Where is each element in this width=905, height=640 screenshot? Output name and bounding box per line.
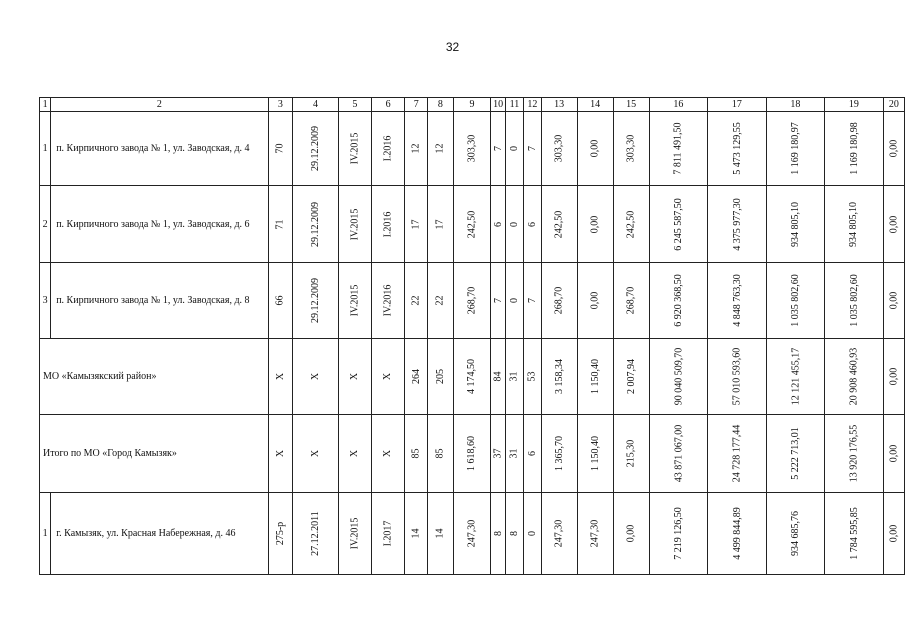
cell-c3: 70 <box>274 143 286 154</box>
cell-c7: 85 <box>410 448 422 459</box>
cell-c12: 7 <box>526 146 538 151</box>
cell-c14: 0,00 <box>589 291 601 310</box>
cell-c6: I.2016 <box>382 211 394 237</box>
cell-c4: 27.12.2011 <box>309 511 321 556</box>
cell-c18: 934 685,76 <box>789 511 801 556</box>
column-header: 13 <box>541 98 577 112</box>
cell-c13: 247,30 <box>553 519 565 548</box>
cell-c5: Х <box>349 449 361 458</box>
column-header: 19 <box>825 98 884 112</box>
cell-c9: 247,30 <box>466 519 478 548</box>
row-number: 1 <box>40 493 51 575</box>
cell-c16: 6 245 587,50 <box>672 197 684 251</box>
cell-c19: 934 805,10 <box>848 201 860 247</box>
cell-c7: 12 <box>410 143 422 154</box>
cell-c17: 4 848 763,30 <box>731 274 743 327</box>
cell-c17: 4 499 844,89 <box>731 507 743 560</box>
cell-c20: 0,00 <box>888 215 900 233</box>
cell-c8: 22 <box>434 295 446 306</box>
mo-label: МО «Камызякский район» <box>40 339 269 415</box>
row-address: п. Кирпичного завода № 1, ул. Заводская, д. 6 <box>51 186 268 263</box>
cell-c5: Х <box>349 372 361 381</box>
cell-c7: 22 <box>410 295 422 306</box>
apartment-table <box>39 97 905 575</box>
cell-c20: 0,00 <box>888 367 900 386</box>
cell-c4: 29.12.2009 <box>310 278 321 323</box>
cell-c6: I.2017 <box>382 520 394 547</box>
cell-c19: 1 035 802,60 <box>848 274 860 327</box>
column-header: 17 <box>708 98 767 112</box>
cell-c15: 2 007,94 <box>625 359 637 394</box>
column-header: 8 <box>428 98 454 112</box>
cell-c10: 84 <box>492 371 504 382</box>
cell-c6: Х <box>382 372 394 381</box>
cell-c18: 5 222 713,01 <box>789 427 801 480</box>
total-row <box>40 415 905 493</box>
cell-c16: 43 871 067,00 <box>672 424 684 483</box>
cell-c3: Х <box>274 449 286 458</box>
cell-c14: 1 150,40 <box>589 359 601 394</box>
cell-c7: 17 <box>410 219 422 229</box>
cell-c8: 205 <box>434 369 446 384</box>
column-header: 20 <box>883 98 904 112</box>
cell-c11: 0 <box>508 221 520 227</box>
table-row <box>40 186 905 263</box>
table-row <box>40 112 905 186</box>
cell-c17: 24 728 177,44 <box>731 424 743 483</box>
column-header: 6 <box>371 98 405 112</box>
cell-c19: 13 920 176,55 <box>848 424 860 483</box>
cell-c4: Х <box>309 449 321 458</box>
cell-c15: 215,30 <box>625 439 637 468</box>
cell-c12: 0 <box>526 531 538 536</box>
cell-c18: 12 121 455,17 <box>789 347 801 406</box>
page-number: 32 <box>445 40 460 54</box>
cell-c12: 53 <box>526 371 538 382</box>
cell-c3: 275-р <box>274 521 286 546</box>
cell-c5: IV.2015 <box>349 517 361 550</box>
cell-c13: 1 365,70 <box>553 436 565 471</box>
row-address: п. Кирпичного завода № 1, ул. Заводская, д. 8 <box>51 263 268 339</box>
cell-c10: 37 <box>492 448 504 459</box>
cell-c9: 303,30 <box>466 134 478 163</box>
cell-c13: 268,70 <box>553 286 565 315</box>
cell-c8: 12 <box>434 143 446 154</box>
cell-c10: 7 <box>492 146 504 151</box>
cell-c5: IV.2015 <box>349 132 361 165</box>
cell-c8: 17 <box>434 219 446 229</box>
cell-c3: 66 <box>274 295 286 306</box>
cell-c10: 7 <box>492 298 504 303</box>
cell-c20: 0,00 <box>888 291 900 310</box>
cell-c9: 268,70 <box>466 286 478 315</box>
cell-c20: 0,00 <box>888 444 900 463</box>
cell-c14: 0,00 <box>589 139 601 158</box>
cell-c18: 1 035 802,60 <box>789 274 801 327</box>
cell-c5: IV.2015 <box>349 284 361 317</box>
column-header: 18 <box>766 98 825 112</box>
cell-c10: 8 <box>492 531 504 536</box>
total-label: Итого по МО «Город Камызяк» <box>40 415 269 493</box>
column-header: 4 <box>293 98 339 112</box>
cell-c11: 31 <box>508 371 520 382</box>
cell-c15: 303,30 <box>625 134 637 163</box>
cell-c17: 57 010 593,60 <box>731 347 743 406</box>
cell-c8: 14 <box>434 528 446 539</box>
cell-c3: Х <box>274 372 286 381</box>
column-header: 12 <box>523 98 541 112</box>
cell-c11: 0 <box>508 298 520 303</box>
cell-c16: 90 040 509,70 <box>672 347 684 406</box>
row-address: п. Кирпичного завода № 1, ул. Заводская, д. 4 <box>51 112 268 186</box>
cell-c7: 264 <box>410 369 422 384</box>
cell-c17: 4 375 977,30 <box>731 197 743 251</box>
cell-c6: Х <box>382 449 394 458</box>
cell-c6: IV.2016 <box>382 284 394 317</box>
cell-c16: 6 920 368,50 <box>672 274 684 327</box>
cell-c14: 247,30 <box>589 519 601 548</box>
cell-c6: I.2016 <box>382 135 394 162</box>
cell-c19: 1 784 595,85 <box>848 507 860 560</box>
cell-c13: 3 158,34 <box>553 359 565 394</box>
table-row <box>40 493 905 575</box>
cell-c15: 0,00 <box>625 524 637 543</box>
cell-c8: 85 <box>434 448 446 459</box>
row-number: 3 <box>40 263 51 339</box>
cell-c16: 7 811 491,50 <box>672 122 684 175</box>
cell-c9: 1 618,60 <box>466 436 478 471</box>
column-header: 9 <box>453 98 490 112</box>
cell-c13: 303,30 <box>553 134 565 163</box>
row-number: 1 <box>40 112 51 186</box>
cell-c11: 0 <box>508 146 520 151</box>
cell-c4: Х <box>309 372 321 381</box>
cell-c19: 20 908 460,93 <box>848 347 860 406</box>
cell-c3: 71 <box>274 219 286 229</box>
cell-c18: 1 169 180,97 <box>789 122 801 175</box>
cell-c10: 6 <box>492 221 504 227</box>
cell-c16: 7 219 126,50 <box>672 507 684 560</box>
cell-c5: IV.2015 <box>349 208 361 240</box>
cell-c12: 6 <box>526 451 538 456</box>
column-header: 15 <box>613 98 649 112</box>
cell-c15: 268,70 <box>625 286 637 315</box>
column-header: 14 <box>577 98 613 112</box>
cell-c14: 0,00 <box>589 215 601 233</box>
column-header: 10 <box>491 98 506 112</box>
cell-c11: 8 <box>508 531 520 536</box>
cell-c11: 31 <box>508 448 520 459</box>
table-row <box>40 263 905 339</box>
column-header: 5 <box>339 98 372 112</box>
column-header: 7 <box>405 98 428 112</box>
cell-c12: 6 <box>526 221 538 227</box>
cell-c4: 29.12.2009 <box>310 126 321 171</box>
cell-c7: 14 <box>410 528 422 539</box>
cell-c20: 0,00 <box>888 524 900 543</box>
header-row <box>40 98 905 112</box>
cell-c9: 4 174,50 <box>466 359 478 394</box>
mo-subtotal-row <box>40 339 905 415</box>
row-address: г. Камызяк, ул. Красная Набережная, д. 46 <box>51 493 268 575</box>
cell-c14: 1 150,40 <box>589 436 601 471</box>
cell-c13: 242,50 <box>553 210 565 238</box>
cell-c9: 242,50 <box>466 210 478 238</box>
cell-c18: 934 805,10 <box>789 201 801 247</box>
cell-c17: 5 473 129,55 <box>731 122 743 175</box>
cell-c20: 0,00 <box>888 139 900 158</box>
column-header: 3 <box>268 98 292 112</box>
cell-c12: 7 <box>526 298 538 303</box>
cell-c4: 29.12.2009 <box>310 201 321 247</box>
column-header: 11 <box>505 98 523 112</box>
column-header: 16 <box>649 98 708 112</box>
cell-c15: 242,50 <box>625 210 637 238</box>
cell-c19: 1 169 180,98 <box>848 122 860 175</box>
column-header: 2 <box>51 98 268 112</box>
column-header: 1 <box>40 98 51 112</box>
row-number: 2 <box>40 186 51 263</box>
